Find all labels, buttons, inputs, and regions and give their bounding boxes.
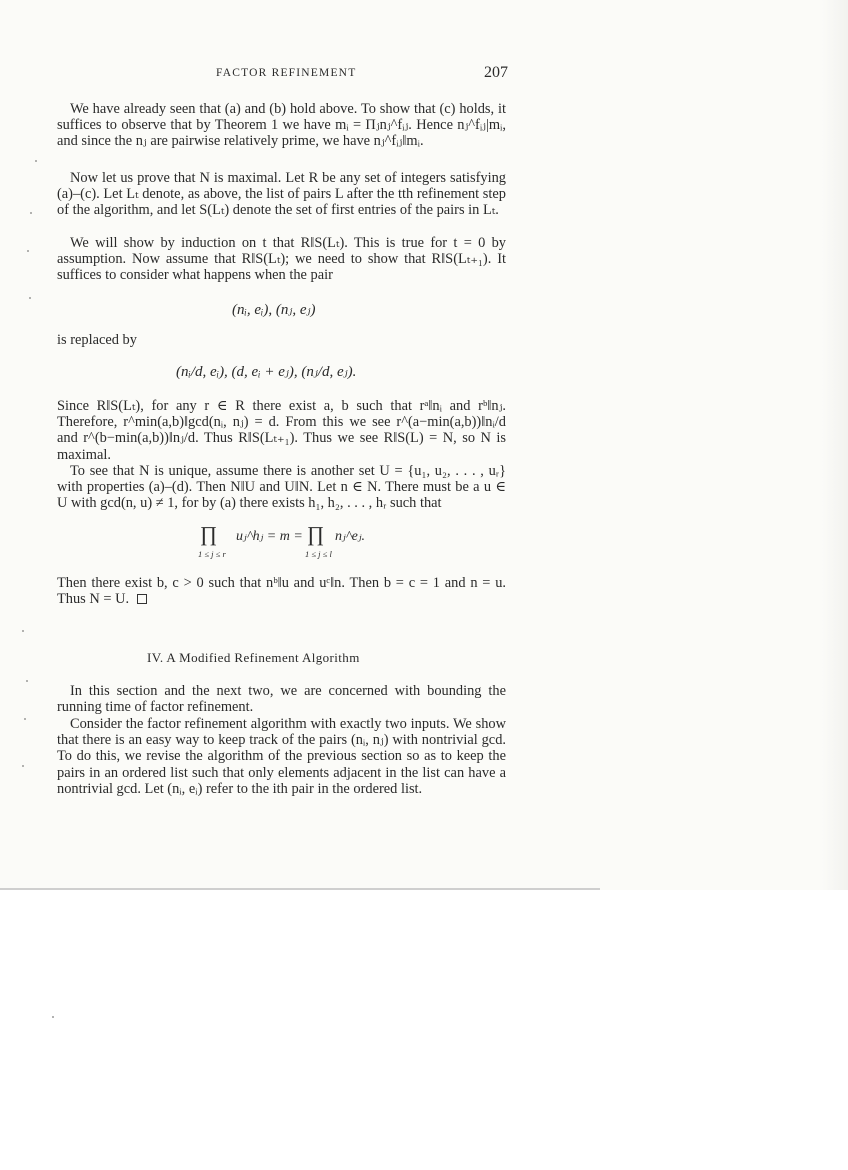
proof-paragraph-2: [57, 170, 506, 219]
margin-speck: [30, 212, 32, 214]
proof-text: [57, 575, 506, 607]
margin-speck: [27, 250, 29, 252]
page-shadow: [822, 0, 848, 890]
margin-speck: [52, 1016, 54, 1018]
product-symbol-left: ∏: [200, 522, 218, 546]
section-paragraph-1: [57, 683, 506, 715]
section-heading: IV. A Modified Refinement Algorithm: [147, 650, 360, 665]
product-right-limits: 1 ≤ j ≤ l: [305, 549, 332, 559]
margin-speck: [24, 718, 26, 720]
margin-speck: [22, 630, 24, 632]
proof-text: We will show by induction on t that R‖S(Lₜ). This is true for t = 0 by assumption. Now assume that R‖S(Lₜ); we need to show that R‖S(Lₜ₊₁). It suffices to consider what happens when the pair: [57, 235, 506, 284]
product-left-term: uⱼ^hⱼ = m =: [236, 529, 303, 544]
proof-paragraph-4: [57, 398, 506, 463]
proof-text: Now let us prove that N is maximal. Let R be any set of integers satisfying (a)–(c). Let Lₜ denote, as above, the list of pairs L after the tth refinement step of the algorithm, and let S(Lₜ) denote the set of first entries of the pairs in Lₜ.: [57, 170, 506, 219]
margin-speck: [35, 160, 37, 162]
proof-paragraph-1: [57, 101, 506, 150]
display-equation-2: (nᵢ/d, eᵢ), (d, eᵢ + eⱼ), (nⱼ/d, eⱼ).: [176, 364, 357, 380]
product-equation: [200, 522, 380, 562]
section-text: In this section and the next two, we are concerned with bounding the running time of factor refinement.: [57, 683, 506, 716]
product-right-term: nⱼ^eⱼ.: [335, 529, 366, 544]
running-header: FACTOR REFINEMENT: [216, 67, 357, 79]
proof-paragraph-6: [57, 575, 506, 607]
margin-speck: [22, 765, 24, 767]
product-symbol-right: ∏: [307, 522, 325, 546]
proof-paragraph-3: [57, 235, 506, 284]
proof-text-content: Then there exist b, c > 0 such that nᵇ‖u and uᶜ‖n. Then b = c = 1 and n = u. Thus N = U.: [57, 575, 506, 608]
display-equation-1: (nᵢ, eᵢ), (nⱼ, eⱼ): [232, 302, 316, 318]
proof-text: To see that N is unique, assume there is another set U = {u₁, u₂, . . . , uᵣ} with properties (a)–(d). Then N‖U and U‖N. Let n ∈ N. There must be a u ∈ U with gcd(n, u) ≠ 1, for by (a) there exists h₁, h₂, . . . , hᵣ such that: [57, 463, 506, 512]
page-number: 207: [484, 64, 508, 81]
product-left-limits: 1 ≤ j ≤ r: [198, 549, 226, 559]
margin-speck: [26, 680, 28, 682]
margin-speck: [29, 297, 31, 299]
qed-box-icon: [137, 594, 147, 604]
proof-paragraph-5: [57, 463, 506, 512]
replaced-by-text: is replaced by: [57, 332, 137, 348]
proof-text: We have already seen that (a) and (b) hold above. To show that (c) holds, it suffices to observe that by Theorem 1 we have mᵢ = Πⱼnⱼ^fᵢⱼ. Hence nⱼ^fᵢⱼ|mᵢ, and since the nⱼ are pairwise relatively prime, we have nⱼ^fᵢⱼ‖mᵢ.: [57, 101, 506, 150]
proof-text: Since R‖S(Lₜ), for any r ∈ R there exist a, b such that rᵃ‖nᵢ and rᵇ‖nⱼ. Therefore, r^min(a,b)‖gcd(nᵢ, nⱼ) = d. From this we see r^(a−min(a,b))‖nᵢ/d and r^(b−min(a,b))‖nⱼ/d. Thus R‖S(Lₜ₊₁). Thus we see R‖S(L) = N, so N is maximal.: [57, 398, 506, 463]
section-text: Consider the factor refinement algorithm with exactly two inputs. We show that there is an easy way to keep track of the pairs (nᵢ, nⱼ) with nontrivial gcd. To do this, we revise the algorithm of the previous section so as to keep the pairs in an ordered list such that only elements adjacent in the list can have a nontrivial gcd. Let (nᵢ, eᵢ) refer to the ith pair in the ordered list.: [57, 716, 506, 797]
section-paragraph-2: [57, 716, 506, 797]
page-bottom-edge: [0, 888, 600, 890]
